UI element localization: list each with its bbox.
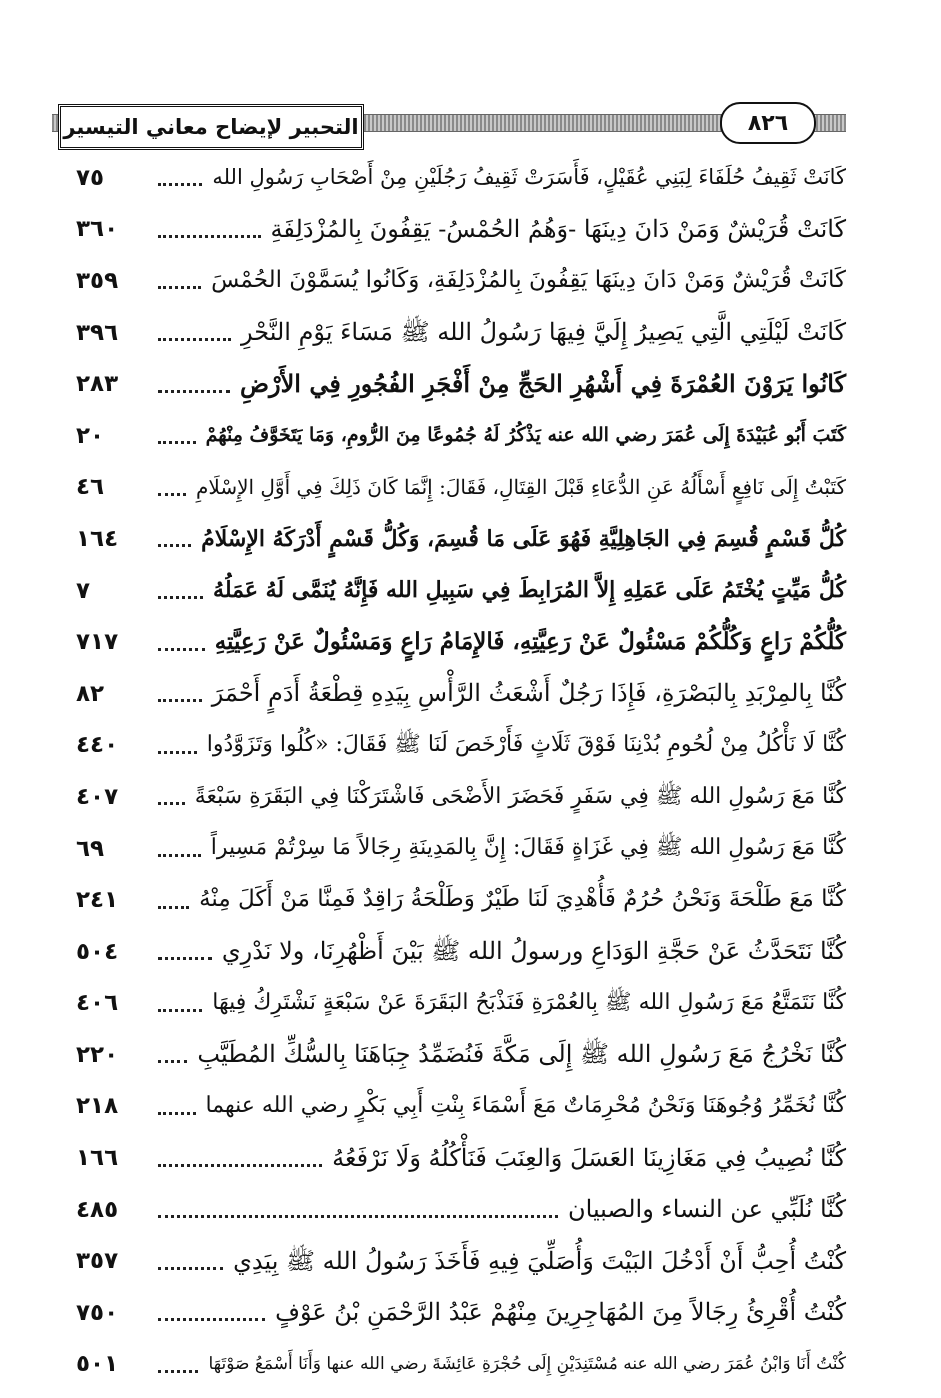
page-reference: ٢١٨ — [76, 1093, 119, 1120]
page-reference: ٤٠٦ — [76, 990, 119, 1017]
hadith-text: كُنَّا بِالمِرْبَدِ بِالبَصْرَةِ، فَإِذَا رَجُلٌ أَشْعَثُ الرَّأْسِ بِيَدِهِ قِطْعَةُ أَدَمٍ أَحْمَرَ — [211, 679, 846, 708]
hadith-text: كَتَبَ أَبُو عُبَيْدَةَ إِلَى عُمَرَ رضي الله عنه يَذْكُرُ لَهُ جُمُوعًا مِنَ الرُّومِ، وَمَا يَتَخَوَّفُ مِنْهُمْ — [205, 424, 846, 447]
dot-leader — [158, 235, 261, 238]
hadith-text: كُلُّ قَسْمٍ قُسِمَ فِي الجَاهِلِيَّةِ فَهُوَ عَلَى مَا قُسِمَ، وَكُلُّ قَسْمٍ أَدْرَكَهُ الإِسْلَامُ — [201, 525, 846, 552]
hadith-text: كُنَّا نُخَمِّرُ وُجُوهَنَا وَنَحْنُ مُحْرِمَاتٌ مَعَ أَسْمَاءَ بِنْتِ أَبِي بَكْرٍ رضي الله عنهما — [205, 1093, 846, 1119]
page-reference: ٢٢٠ — [76, 1041, 119, 1068]
index-entry — [76, 255, 846, 307]
hadith-text: كَتَبْتُ إِلَى نَافِعٍ أَسْأَلُهُ عَنِ الدُّعَاءِ قَبْلَ القِتَالِ، فَقَالَ: إِنَّمَا كَانَ ذَلِكَ فِي أَوَّلِ الإِسْلَامِ — [196, 475, 846, 500]
index-entry — [76, 823, 846, 875]
index-entry — [76, 720, 846, 772]
index-entry — [76, 1287, 846, 1339]
page-reference: ٣٥٩ — [76, 267, 119, 294]
dot-leader — [158, 441, 196, 444]
hadith-text: كُنَّا نُصِيبُ فِي مَغَازِينَا العَسَلَ وَالعِنَبَ فَنَأْكُلُهُ وَلَا نَرْفَعُهُ — [332, 1143, 846, 1172]
index-entry — [76, 358, 846, 410]
page-header — [52, 100, 846, 148]
hadith-text: كُنَّا مَعَ طَلْحَةَ وَنَحْنُ حُرُمٌ فَأُهْدِيَ لَنَا طَيْرٌ وَطَلْحَةُ رَاقِدٌ فَمِنَّا مَنْ أَكَلَ مِنْهُ — [199, 886, 846, 913]
dot-leader — [158, 1267, 223, 1270]
hadith-text: كُنَّا نَتَحَدَّثُ عَنْ حَجَّةِ الوَدَاعِ ورسولُ الله ﷺ بَيْنَ أَظْهُرِنَا، ولا نَدْرِي — [221, 937, 846, 966]
hadith-text: كُنَّا نَتَمَتَّعُ مَعَ رَسُولِ الله ﷺ بِالعُمْرَةِ فَنَذْبَحُ البَقَرَةَ عَنْ سَبْعَةٍ نَشْتَرِكُ فِيهَا — [212, 990, 846, 1016]
dot-leader — [158, 183, 202, 186]
page-reference: ٨٢ — [76, 680, 105, 707]
index-entry — [76, 771, 846, 823]
dot-leader — [158, 1060, 187, 1063]
page-reference: ٣٦٠ — [76, 216, 119, 243]
page-reference: ٣٥٧ — [76, 1248, 119, 1275]
page-reference: ٢٨٣ — [76, 371, 119, 398]
page-reference: ٦٩ — [76, 835, 105, 862]
hadith-text: كَانُوا يَرَوْنَ العُمْرَةَ فِي أَشْهُرِ الحَجِّ مِنْ أَفْجَرِ الفُجُورِ فِي الأَرْضِ — [240, 368, 846, 398]
page-reference: ٤٦ — [76, 474, 105, 501]
index-entry — [76, 926, 846, 978]
hadith-text: كُنَّا نُلَبِّي عن النساء والصبيان — [568, 1195, 846, 1224]
page-reference: ٧١٧ — [76, 629, 119, 656]
index-entry — [76, 307, 846, 359]
index-entry — [76, 1132, 846, 1184]
page-reference: ١٦٤ — [76, 525, 119, 552]
index-entry — [76, 1339, 846, 1391]
index-entry — [76, 152, 846, 204]
dot-leader — [158, 1370, 198, 1373]
hadith-text: كَانَتْ لَيْلَتِي الَّتِي يَصِيرُ إِلَيَّ فِيهَا رَسُولُ الله ﷺ مَسَاءَ يَوْمِ النَّحْرِ — [240, 318, 846, 347]
dot-leader — [158, 906, 189, 909]
dot-leader — [158, 1318, 265, 1321]
page-reference: ٢٤١ — [76, 887, 119, 914]
hadith-text: كَانَتْ قُرَيْشٌ وَمَنْ دَانَ دِينَهَا يَقِفُونَ بِالمُزْدَلِفَةِ، وَكَانُوا يُسَمَّوْنَ الحُمْسَ — [211, 267, 846, 294]
dot-leader — [158, 596, 203, 599]
hadith-text: كُنْتُ أَنَا وَابْنُ عُمَرَ رضي الله عنه مُسْتَنِدَيْنِ إِلَى حُجْرَةِ عَائِشَةَ رضي الله عنها وَأَنَا أَسْمَعُ صَوْتَهَا — [208, 1354, 846, 1375]
page-reference: ٢٠ — [76, 422, 105, 449]
page-reference: ٤٠٧ — [76, 783, 119, 810]
dot-leader — [158, 1215, 558, 1218]
index-entry — [76, 204, 846, 256]
index-entry — [76, 513, 846, 565]
hadith-text: كَانَتْ ثَقِيفُ حُلَفَاءَ لِبَنِي عُقَيْلٍ، فَأَسَرَتْ ثَقِيفُ رَجُلَيْنِ مِنْ أَصْحَابِ رَسُولِ الله — [212, 165, 846, 190]
dot-leader — [158, 338, 231, 341]
page-reference: ٧٥٠ — [76, 1299, 119, 1326]
index-entry — [76, 1081, 846, 1133]
page-reference: ١٦٦ — [76, 1145, 119, 1172]
hadith-text: كُنَّا لَا نَأْكُلُ مِنْ لُحُومِ بُدْنِنَا فَوْقَ ثَلَاثٍ فَأَرْخَصَ لَنَا ﷺ فَقَالَ: «كُلُوا وَتَزَوَّدُوا — [206, 732, 846, 758]
dot-leader — [158, 751, 197, 754]
index-entry — [76, 668, 846, 720]
index-entry — [76, 410, 846, 462]
page-reference: ٥٠٤ — [76, 938, 119, 965]
dot-leader — [158, 957, 212, 960]
index-entry — [76, 978, 846, 1030]
dot-leader — [158, 1009, 202, 1012]
page-reference: ٧ — [76, 577, 91, 604]
hadith-text: كُلُّكُمْ رَاعٍ وَكُلُّكُمْ مَسْئُولٌ عَنْ رَعِيَّتِهِ، فَالإِمَامُ رَاعٍ وَمَسْئُولٌ عَنْ رَعِيَّتِهِ — [214, 628, 846, 656]
hadith-text: كُنَّا مَعَ رَسُولِ الله ﷺ فِي سَفَرٍ فَحَضَرَ الأَضْحَى فَاشْتَرَكْنَا فِي البَقَرَةِ سَبْعَةً — [194, 783, 846, 809]
page-reference: ٤٨٥ — [76, 1196, 119, 1223]
dot-leader — [158, 1112, 196, 1115]
index-entry — [76, 874, 846, 926]
hadith-text: كُنَّا مَعَ رَسُولِ الله ﷺ فِي غَزَاةٍ فَقَالَ: إِنَّ بِالمَدِينَةِ رِجَالاً مَا سِرْتُمْ مَسِيراً — [210, 835, 846, 861]
dot-leader — [158, 286, 201, 289]
hadith-text: كُنَّا نَخْرُجُ مَعَ رَسُولِ الله ﷺ إِلَى مَكَّةَ فَنُضَمِّدُ جِبَاهَنَا بِالسُّكِّ المُطَيَّبِ — [197, 1040, 846, 1069]
page-reference: ٤٤٠ — [76, 732, 119, 759]
index-entry — [76, 565, 846, 617]
dot-leader — [158, 802, 185, 805]
hadith-text: كَانَتْ قُرَيْشٌ وَمَنْ دَانَ دِينَهَا -وَهُمُ الحُمْسُ- يَقِفُونَ بِالمُزْدَلِفَةِ — [270, 214, 846, 243]
dot-leader — [158, 544, 191, 547]
hadith-text: كُلُّ مَيِّتٍ يُخْتَمُ عَلَى عَمَلِهِ إِلاَّ المُرَابِطَ فِي سَبِيلِ الله فَإِنَّهُ يُنَمَّى لَهُ عَمَلُهُ — [213, 577, 846, 604]
page-number: ٨٢٦ — [720, 102, 816, 144]
page-reference: ٧٥ — [76, 164, 105, 191]
index-entry — [76, 1029, 846, 1081]
dot-leader — [158, 493, 186, 496]
hadith-index-list — [76, 152, 846, 1390]
dot-leader — [158, 699, 202, 702]
index-entry — [76, 1235, 846, 1287]
index-entry — [76, 616, 846, 668]
dot-leader — [158, 648, 205, 651]
dot-leader — [158, 1164, 322, 1167]
index-entry — [76, 462, 846, 514]
book-title: التحبير لإيضاح معاني التيسير — [58, 104, 364, 150]
hadith-text: كُنْتُ أُقْرِئُ رِجَالاً مِنَ المُهَاجِرِينَ مِنْهُمْ عَبْدُ الرَّحْمَنِ بْنُ عَوْفٍ — [275, 1298, 846, 1327]
hadith-text: كُنْتُ أُحِبُّ أَنْ أَدْخُلَ البَيْتَ وَأُصَلِّيَ فِيهِ فَأَخَذَ رَسُولُ الله ﷺ بِيَدِي — [233, 1246, 846, 1275]
page-reference: ٣٩٦ — [76, 319, 119, 346]
dot-leader — [158, 390, 230, 393]
index-entry — [76, 1184, 846, 1236]
page-reference: ٥٠١ — [76, 1351, 119, 1378]
dot-leader — [158, 854, 201, 857]
